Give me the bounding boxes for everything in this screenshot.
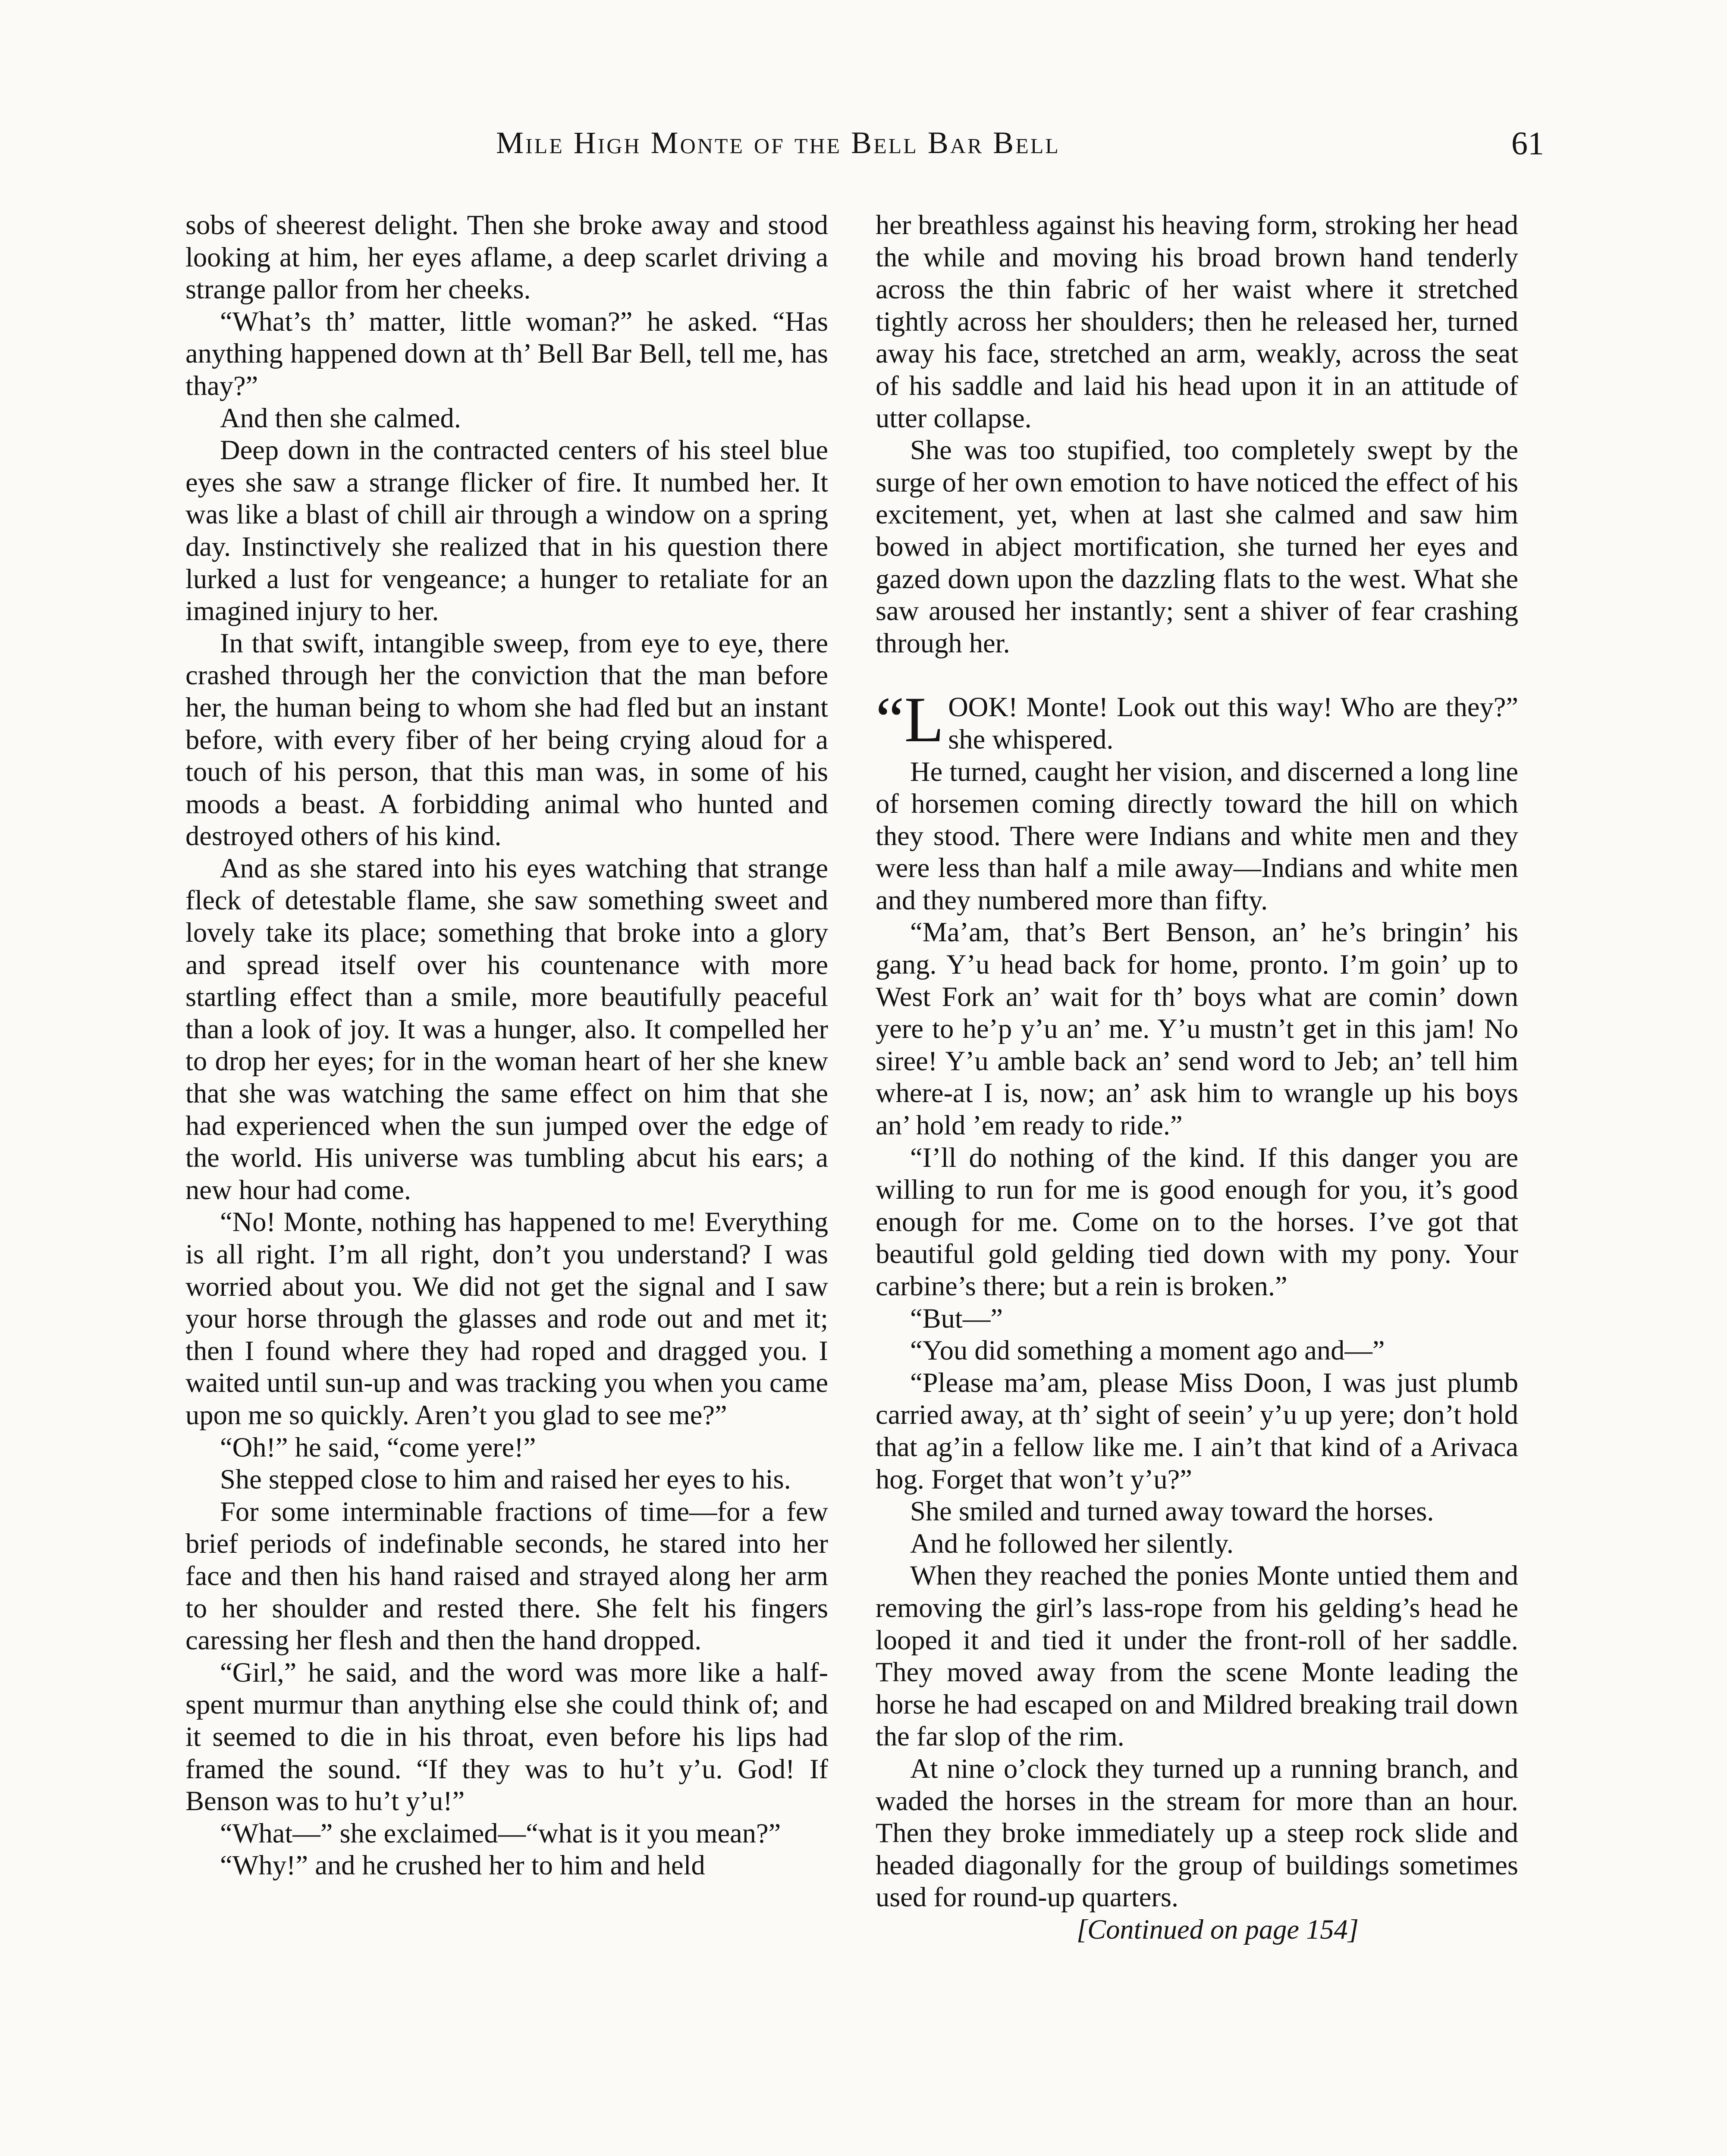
paragraph: “What—” she exclaimed—“what is it you mean?” xyxy=(220,1818,781,1849)
paragraph: In that swift, intangible sweep, from eye to eye, there crashed through her the conviction that the man before her, the human being to whom she had fled but an instant before, with every fiber of her being crying aloud for a touch of his person, that this man was, in some of his moods a beast. A forbidding animal who hunted and destroyed others of his kind. xyxy=(185,627,828,852)
paragraph: “You did something a moment ago and—” xyxy=(910,1335,1385,1366)
continued-note: [Continued on page 154] xyxy=(1077,1914,1359,1945)
paragraph: She was too stupified, too completely swept by the surge of her own emotion to have noticed the effect of his excitement, yet, when at last she calmed and saw him bowed in abject mortification, she turned her eyes and gazed down upon the dazzling flats to the west. What she saw aroused her instantly; sent a shiver of fear crashing through her. xyxy=(876,435,1518,658)
paragraph: And as she stared into his eyes watching that strange fleck of detestable flame, she saw something sweet and lovely take its place; something that broke into a glory and spread itself over his countenance with more startling effect than a smile, more beautifully peaceful than a look of joy. It was a hunger, also. It compelled her to drop her eyes; for in the woman heart of her she knew that she was watching the same effect on him that she had experienced when the sun jumped over the edge of the world. His universe was tumbling abcut his ears; a new hour had come. xyxy=(185,852,828,1205)
paragraph: She smiled and turned away toward the horses. xyxy=(910,1496,1434,1527)
left-column xyxy=(185,209,828,1882)
paragraph: “But—” xyxy=(910,1303,1003,1334)
paragraph: And he followed her silently. xyxy=(910,1528,1234,1559)
paragraph: “Ma’am, that’s Bert Benson, an’ he’s bringin’ his gang. Y’u head back for home, pronto. I’m goin’ up to West Fork an’ wait for th’ boys what are comin’ down yere to he’p y’u an’ me. Y’u mustn’t get in this jam! No siree! Y’u amble back an’ send word to Jeb; an’ tell him where-at I is, now; an’ ask him to wrangle up his boys an’ hold ’em ready to ride.” xyxy=(876,917,1518,1141)
paragraph: For some interminable fractions of time—for a few brief periods of indefinable seconds, he stared into her face and then his hand raised and strayed along her arm to her shoulder and rested there. She felt his fingers caressing her flesh and then the hand dropped. xyxy=(185,1496,828,1656)
paragraph: “No! Monte, nothing has happened to me! Everything is all right. I’m all right, don’t you understand? I was worried about you. We did not get the signal and I saw your horse through the glasses and rode out and met it; then I found where they had roped and dragged you. I waited until sun-up and was tracking you when you came upon me so quickly. Aren’t you glad to see me?” xyxy=(185,1206,828,1430)
paragraph: “Why!” and he crushed her to him and held xyxy=(220,1850,705,1881)
paragraph: “Girl,” he said, and the word was more like a half-spent murmur than anything else she could think of; and it seemed to die in his throat, even before his lips had framed the sound. “If they was to hu’t y’u. God! If Benson was to hu’t y’u!” xyxy=(185,1657,828,1817)
page-number: 61 xyxy=(1511,125,1544,162)
section-opening-paragraph xyxy=(876,684,1518,756)
paragraph: Deep down in the contracted centers of his steel blue eyes she saw a strange flicker of fire. It numbed her. It was like a blast of chill air through a window on a spring day. Instinctively she realized that in his question there lurked a lust for vengeance; a hunger to retaliate for an imagined injury to her. xyxy=(185,435,828,627)
right-column xyxy=(876,209,1518,1946)
paragraph: “Please ma’am, please Miss Doon, I was just plumb carried away, at th’ sight of seein’ y’u up yere; don’t hold that ag’in a fellow like me. I ain’t that kind of a Arivaca hog. Forget that won’t y’u?” xyxy=(876,1367,1518,1495)
paragraph: “I’ll do nothing of the kind. If this danger you are willing to run for me is good enough for you, it’s good enough for me. Come on to the horses. I’ve got that beautiful gold gelding tied down with my pony. Your carbine’s there; but a rein is broken.” xyxy=(876,1142,1518,1301)
paragraph: She stepped close to him and raised her eyes to his. xyxy=(220,1464,791,1495)
paragraph: He turned, caught her vision, and discerned a long line of horsemen coming directly toward the hill on which they stood. There were Indians and white men and they were less than half a mile away—Indians and white men and they numbered more than fifty. xyxy=(876,756,1518,915)
drop-cap xyxy=(876,684,944,756)
paragraph: sobs of sheerest delight. Then she broke away and stood looking at him, her eyes aflame, a deep scarlet driving a strange pallor from her cheeks. xyxy=(185,210,828,305)
running-title: Mile High Monte of the Bell Bar Bell xyxy=(496,125,1060,160)
running-head xyxy=(185,125,1544,172)
paragraph: And then she calmed. xyxy=(220,402,461,433)
paragraph: When they reached the ponies Monte untied them and removing the girl’s lass-rope from his gelding’s head he looped it and tied it under the front-roll of her saddle. They moved away from the scene Monte leading the horse he had escaped on and Mildred breaking trail down the far slop of the rim. xyxy=(876,1560,1518,1752)
paragraph: At nine o’clock they turned up a running branch, and waded the horses in the stream for more than an hour. Then they broke immediately up a steep rock slide and headed diagonally for the group of buildings sometimes used for round-up quarters. xyxy=(876,1753,1518,1913)
drop-cap-letter: L xyxy=(904,684,944,756)
section-opening-text: OOK! Monte! Look out this way! Who are they?” she whispered. xyxy=(948,692,1518,755)
paragraph: her breathless against his heaving form, stroking her head the while and moving his broad brown hand tenderly across the thin fabric of her waist where it stretched tightly across her shoulders; then he released her, turned away his face, stretched an arm, weakly, across the seat of his saddle and laid his head upon it in an attitude of utter collapse. xyxy=(876,210,1518,433)
drop-cap-quote: “ xyxy=(876,684,904,756)
paragraph: “What’s th’ matter, little woman?” he asked. “Has anything happened down at th’ Bell Bar Bell, tell me, has thay?” xyxy=(185,306,828,401)
paragraph: “Oh!” he said, “come yere!” xyxy=(220,1432,536,1463)
